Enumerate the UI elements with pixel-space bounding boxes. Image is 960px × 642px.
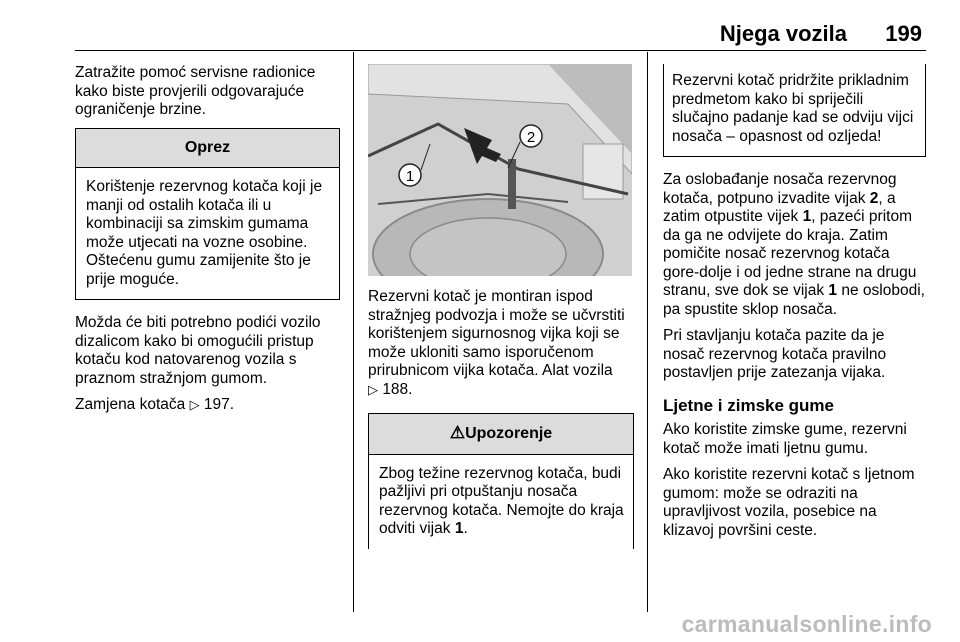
paragraph: Zatražite pomoć servisne radionice kako biste provjerili odgovarajuće ograničenje brzine. [75, 64, 316, 118]
warning-title [369, 414, 633, 455]
text: Za oslobađanje nosača rezervnog kotača, potpuno izvadite vijak [663, 171, 897, 207]
warning-triangle-icon: ⚠ [449, 423, 466, 442]
page-ref[interactable]: 197. [203, 396, 235, 413]
paragraph [368, 288, 634, 399]
column-divider [353, 52, 354, 612]
warning-body [369, 455, 633, 549]
page-header-title: Njega vozila [719, 21, 847, 46]
warning-box [368, 413, 634, 549]
text: , pazeći pritom da ga ne odvijete do kraja. Zatim pomičite nosač rezervnog kotača gore-dolje i od jedne strane na drugu stranu, sve dok se vijak [663, 208, 917, 299]
column-3 [663, 64, 926, 548]
column-divider [647, 52, 648, 612]
spare-wheel-illustration [368, 64, 632, 276]
page-number: 199 [885, 21, 922, 46]
warning-box-continued: Rezervni kotač pridržite prikladnim predmetom kako bi spriječili slučajno padanje kad se odviju vijci nosača – opasnost od ozljeda! [663, 64, 926, 157]
watermark: carmanualsonline.info [681, 611, 932, 637]
paragraph-text: Rezervni kotač je montiran ispod stražnjeg podvozja i može se učvrstiti korištenjem sigurnosnog vijka koji se može ukloniti samo isporučenom prirubnicom vijka kotača. Alat vozila [368, 288, 625, 379]
caution-title: Oprez [76, 129, 339, 169]
cross-reference[interactable] [75, 396, 340, 415]
cross-reference-text: Zamjena kotača [75, 396, 186, 413]
paragraph [663, 171, 926, 319]
text: ne oslobodi, pa spustite sklop nosača. [663, 282, 925, 318]
column-2 [368, 288, 634, 549]
screw-ref: 1 [454, 520, 464, 537]
caution-box [75, 128, 340, 301]
section-heading: Ljetne i zimske gume [663, 395, 834, 415]
paragraph: Ako koristite zimske gume, rezervni kotač može imati ljetnu gumu. [663, 421, 907, 457]
paragraph: Ako koristite rezervni kotač s ljetnom gumom: može se odraziti na upravljivost vozila, posebice na klizavoj površini ceste. [663, 466, 915, 539]
column-1 [75, 64, 340, 423]
illustration-drawing [368, 64, 632, 276]
callout-1-label: 1 [405, 168, 415, 185]
paragraph: Pri stavljanju kotača pazite da je nosač rezervnog kotača pravilno postavljen prije zatezanja vijaka. [663, 327, 887, 381]
caution-body: Korištenje rezervnog kotača koji je manji od ostalih kotača ili u kombinaciji sa zimskim gumama može utjecati na vozne osobine. Oštećenu gumu zamijenite što je prije moguće. [86, 178, 323, 288]
reference-arrow-icon: ▷ [368, 381, 378, 397]
warning-title-text: Upozorenje [465, 425, 553, 442]
warning-body-text: Zbog težine rezervnog kotača, budi pažljivi pri otpuštanju nosača rezervnog kotača. Nemojte do kraja odviti vijak [379, 464, 624, 537]
screw-ref: 2 [869, 189, 879, 207]
screw-ref: 1 [828, 282, 838, 299]
screw-ref: 1 [802, 208, 812, 225]
warning-body-end: . [463, 520, 468, 537]
page-ref[interactable]: 188. [382, 380, 413, 398]
callout-2-label: 2 [526, 129, 536, 146]
text: , a zatim otpustite vijek [663, 189, 896, 225]
header-rule [75, 50, 926, 51]
paragraph: Možda će biti potrebno podići vozilo dizalicom kako bi omogućili pristup kotaču kod natovarenog vozila s praznom stražnjom gumom. [75, 314, 321, 387]
reference-arrow-icon: ▷ [189, 397, 200, 412]
